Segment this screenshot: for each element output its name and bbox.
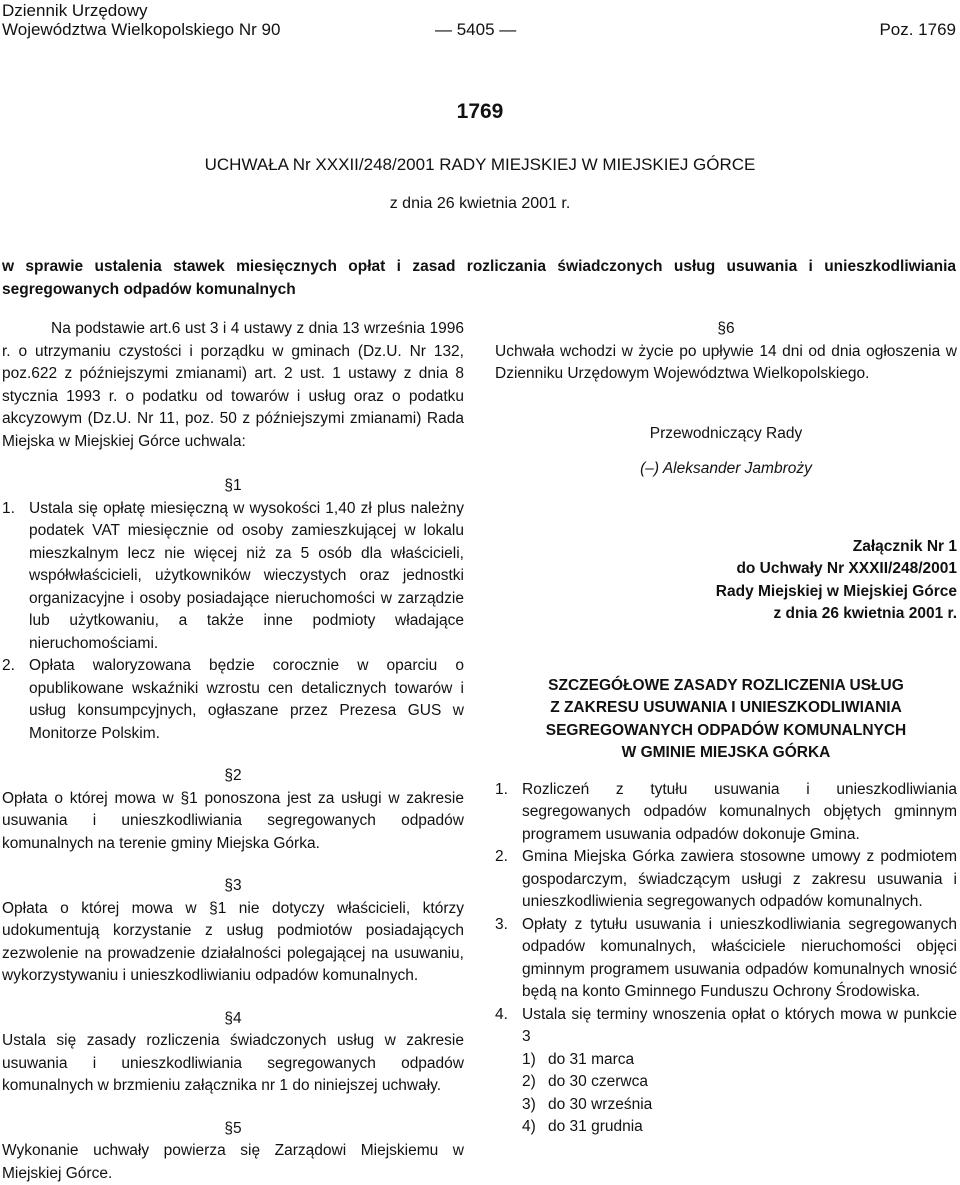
term-item: [522, 1094, 957, 1117]
item-text: Ustala się terminy wnoszenia opłat o których mowa w punkcie 3: [522, 1005, 957, 1045]
rules-title-line-3: SEGREGOWANYCH ODPADÓW KOMUNALNYCH: [545, 721, 907, 739]
attachment-header: [495, 536, 957, 626]
list-item: [2, 655, 464, 745]
rules-list: [495, 779, 957, 1139]
document-number: 1769: [456, 100, 504, 123]
section-1-heading: §1: [224, 477, 242, 494]
list-item: [495, 779, 957, 847]
section-6-heading: §6: [717, 320, 735, 337]
item-text: Ustala się opłatę miesięczną w wysokości 1,40 zł plus należny podatek VAT miesięcznie od osoby zamieszkującej w lokalu mieszkalnym lecz nie więcej niż za 5 osób dla właścicieli, współwłaścicieli, użytkowników wieczystych oraz jednostki organizacyjne i osoby posiadające nieruchomości w zarządzie lub użytkowaniu, a także inne podmioty władające nieruchomościami.: [29, 499, 464, 652]
preamble: Na podstawie art.6 ust 3 i 4 ustawy z dnia 13 września 1996 r. o utrzymaniu czystości i porządku w gminach (Dz.U. Nr 132, poz.622 z późniejszymi zmianami) art. 2 ust. 1 ustawy z dnia 8 stycznia 1993 r. o podatku od towarów i usług oraz o podatku akcyzowym (Dz.U. Nr 11, poz. 50 z późniejszymi zmianami) Rada Miejska w Miejskiej Górce uchwala:: [2, 320, 464, 450]
list-item: [495, 846, 957, 914]
attachment-line-3: Rady Miejskiej w Miejskiej Górce: [715, 582, 957, 600]
journal-name: [2, 1, 280, 39]
term-number: 3): [522, 1095, 536, 1113]
right-column: [495, 318, 957, 1139]
term-item: [522, 1116, 957, 1139]
item-number: 1.: [495, 780, 508, 798]
document-subject: w sprawie ustalenia stawek miesięcznych opłat i zasad rozliczania świadczonych usług usuwania i unieszkodliwiania segregowanych odpadów komunalnych: [2, 258, 956, 298]
item-text: Opłata waloryzowana będzie corocznie w oparciu o opublikowane wskaźniki wzrostu cen detalicznych towarów i usług konsumpcyjnych, ogłaszane przez Prezesa GUS w Monitorze Polskim.: [29, 657, 464, 742]
attachment-line-4: z dnia 26 kwietnia 2001 r.: [773, 605, 957, 622]
item-text: Gmina Miejska Górka zawiera stosowne umowy z podmiotem gospodarczym, świadczącym usługi z zakresu usuwania i unieszkodliwienia segregowanych odpadów komunalnych.: [522, 848, 957, 910]
term-text: do 31 marca: [548, 1050, 635, 1068]
journal-line-1: Dziennik Urzędowy: [2, 1, 148, 20]
section-6-text: Uchwała wchodzi w życie po upływie 14 dni od dnia ogłoszenia w Dzienniku Urzędowym Województwa Wielkopolskiego.: [495, 342, 957, 382]
term-text: do 30 września: [548, 1095, 653, 1113]
rules-title-line-4: W GMINIE MIEJSKA GÓRKA: [621, 744, 831, 761]
chair-title: Przewodniczący Rady: [649, 424, 803, 442]
term-number: 2): [522, 1073, 536, 1090]
section-3-text: Opłata o której mowa w §1 nie dotyczy właścicieli, którzy udokumentują korzystanie z usług podmiotów posiadających zezwolenie na prowadzenie działalności polegającej na usuwaniu, wykorzystywaniu i unieszkodliwianiu odpadów komunalnych.: [2, 899, 464, 984]
terms-list: [522, 1049, 957, 1139]
attachment-line-1: Załącznik Nr 1: [852, 537, 957, 555]
rules-title-line-1: SZCZEGÓŁOWE ZASADY ROZLICZENIA USŁUG: [548, 676, 904, 694]
term-item: [522, 1049, 957, 1072]
document-date: z dnia 26 kwietnia 2001 r.: [389, 195, 571, 212]
item-number: 2.: [495, 848, 508, 865]
item-text: Opłaty z tytułu usuwania i unieszkodliwiania segregowanych odpadów komunalnych, właściciele nieruchomości objęci gminnym programem usuwania odpadów komunalnych wnosić będą na konto Gminnego Funduszu Ochrony Środowiska.: [522, 915, 957, 1000]
section-4-heading: §4: [224, 1009, 242, 1027]
rules-title-line-2: Z ZAKRESU USUWANIA I UNIESZKODLIWIANIA: [550, 699, 902, 716]
list-item: [2, 498, 464, 656]
section-1-list: [2, 498, 464, 746]
section-2-text: Opłata o której mowa w §1 ponoszona jest za usługi w zakresie usuwania i unieszkodliwiania segregowanych odpadów komunalnych na terenie gminy Miejska Górka.: [2, 789, 464, 852]
item-number: 3.: [495, 915, 508, 933]
document-title: UCHWAŁA Nr XXXII/248/2001 RADY MIEJSKIEJ W MIEJSKIEJ GÓRCE: [204, 155, 756, 174]
term-number: 1): [522, 1050, 536, 1068]
term-text: do 31 grudnia: [548, 1118, 643, 1135]
section-5-text: Wykonanie uchwały powierza się Zarządowi Miejskiemu w Miejskiej Górce.: [2, 1142, 464, 1182]
section-4-text: Ustala się zasady rozliczenia świadczonych usług w zakresie usuwania i unieszkodliwiania segregowanych odpadów komunalnych w brzmieniu załącznika nr 1 do niniejszej uchwały.: [2, 1032, 464, 1094]
rules-title: [495, 675, 957, 765]
term-item: [522, 1071, 957, 1094]
item-number: 2.: [2, 657, 15, 674]
section-2-heading: §2: [224, 767, 242, 784]
item-number: 1.: [2, 499, 15, 517]
item-number: 4.: [495, 1005, 508, 1023]
term-text: do 30 czerwca: [548, 1073, 648, 1090]
section-5-heading: §5: [224, 1119, 242, 1137]
term-number: 4): [522, 1118, 536, 1135]
journal-line-2: Województwa Wielkopolskiego Nr 90: [2, 20, 281, 39]
position-number: Poz. 1769: [879, 20, 956, 39]
item-text: Rozliczeń z tytułu usuwania i unieszkodliwiania segregowanych odpadów komunalnych objętych gminnym programem usuwania odpadów dokonuje Gmina.: [522, 780, 957, 843]
page-number: — 5405 —: [435, 20, 517, 39]
attachment-line-2: do Uchwały Nr XXXII/248/2001: [736, 560, 957, 577]
list-item: [495, 1004, 957, 1139]
page-header: [0, 0, 960, 44]
left-column: [2, 318, 464, 1185]
section-3-heading: §3: [224, 877, 242, 894]
chair-signature: (–) Aleksander Jambroży: [640, 460, 812, 477]
list-item: [495, 914, 957, 1004]
